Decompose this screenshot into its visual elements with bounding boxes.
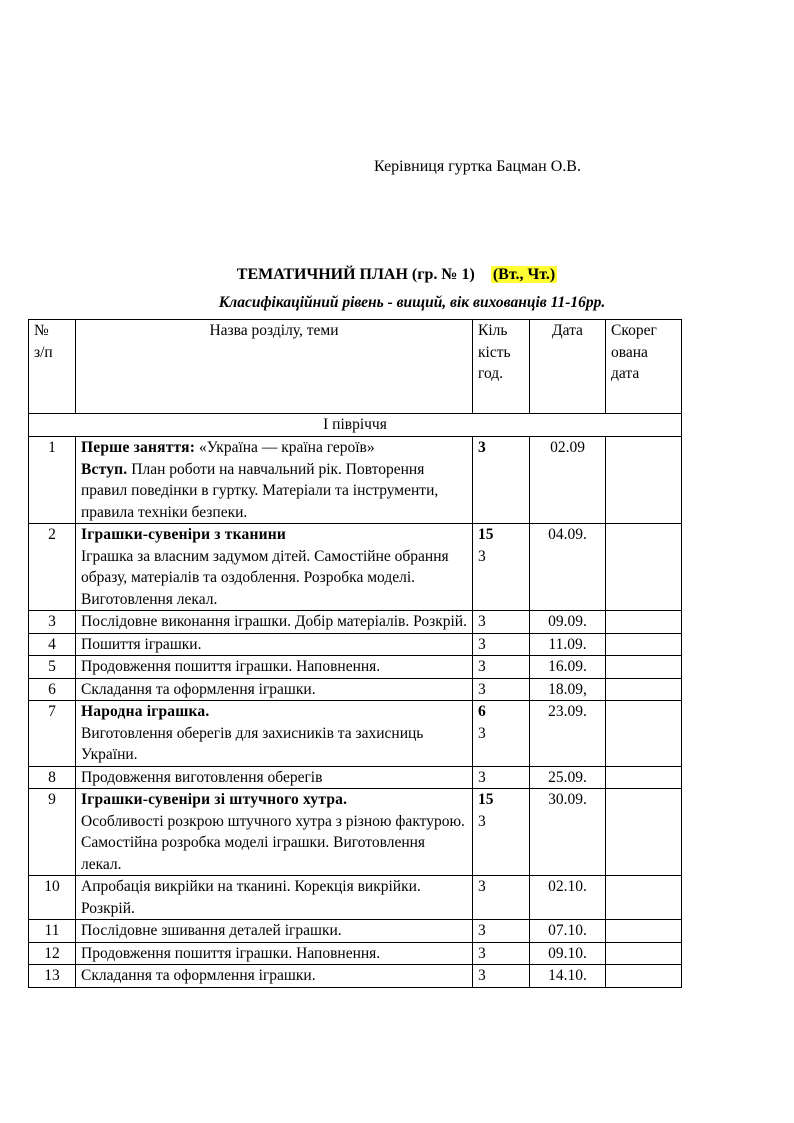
title-days-highlight: (Вт., Чт.) (492, 266, 556, 283)
row-number: 3 (29, 611, 76, 634)
table-row (29, 524, 682, 611)
row-hours: 3 (473, 656, 530, 679)
intro-label: Вступ. (81, 460, 128, 478)
table-row (29, 611, 682, 634)
row-number: 11 (29, 920, 76, 943)
row-hours: 3 (473, 678, 530, 701)
row-date: 04.09. (530, 524, 606, 611)
row-corrected-date (606, 876, 682, 920)
row-topic: Продовження пошиття іграшки. Наповнення. (76, 656, 473, 679)
row-date: 02.09 (530, 437, 606, 524)
row-corrected-date (606, 766, 682, 789)
row-hours: 3 (473, 920, 530, 943)
header-corrected-date: Скорег ована дата (606, 320, 682, 414)
row-number: 1 (29, 437, 76, 524)
row-hours: 6 3 (473, 701, 530, 767)
row-date: 25.09. (530, 766, 606, 789)
row-number: 2 (29, 524, 76, 611)
row-hours: 3 (473, 437, 530, 524)
row-topic: Іграшки-сувеніри зі штучного хутра. Особливості розкрою штучного хутра з різною фактурою. Самостійна розробка моделі іграшки. Виготовлення лекал. (76, 789, 473, 876)
row-hours: 3 (473, 633, 530, 656)
section-hours: 6 (478, 703, 486, 720)
section-label: Перше заняття: (81, 439, 196, 456)
table-row (29, 920, 682, 943)
row-date: 14.10. (530, 965, 606, 988)
row-date: 09.10. (530, 942, 606, 965)
table-row (29, 437, 682, 524)
row-number: 6 (29, 678, 76, 701)
row-number: 4 (29, 633, 76, 656)
document-subtitle: Класифікаційний рівень - вищий, вік вихованців 11-16рр. (218, 294, 606, 311)
row-corrected-date (606, 611, 682, 634)
table-row (29, 678, 682, 701)
row-hours: 3 (473, 942, 530, 965)
row-date: 09.09. (530, 611, 606, 634)
table-row (29, 965, 682, 988)
section-hours: 15 (478, 526, 494, 543)
row-topic: Перше заняття: «Україна — країна героїв» Вступ. План роботи на навчальний рік. Повторення правил поведінки в гуртку. Матеріали та інструменти, правила техніки безпеки. (76, 437, 473, 524)
row-number: 7 (29, 701, 76, 767)
title-main: ТЕМАТИЧНИЙ ПЛАН (гр. № 1) (236, 266, 475, 283)
row-topic: Складання та оформлення іграшки. (76, 965, 473, 988)
table-row (29, 789, 682, 876)
header-name: Назва розділу, теми (76, 320, 473, 414)
row-hours: 15 3 (473, 524, 530, 611)
row-date: 16.09. (530, 656, 606, 679)
table-row (29, 701, 682, 767)
row-date: 07.10. (530, 920, 606, 943)
section-hours: 15 (478, 791, 494, 808)
row-corrected-date (606, 942, 682, 965)
table-row (29, 633, 682, 656)
row-corrected-date (606, 633, 682, 656)
row-number: 13 (29, 965, 76, 988)
row-date: 30.09. (530, 789, 606, 876)
row-date: 11.09. (530, 633, 606, 656)
row-topic: Складання та оформлення іграшки. (76, 678, 473, 701)
row-date: 23.09. (530, 701, 606, 767)
group-leader-line: Керівниця гуртка Бацман О.В. (374, 158, 581, 175)
row-number: 5 (29, 656, 76, 679)
row-hours: 3 (473, 766, 530, 789)
row-topic: Продовження пошиття іграшки. Наповнення. (76, 942, 473, 965)
row-date: 02.10. (530, 876, 606, 920)
row-topic: Іграшки-сувеніри з тканини Іграшка за власним задумом дітей. Самостійне обрання образу, матеріалів та оздоблення. Розробка моделі. Виготовлення лекал. (76, 524, 473, 611)
row-hours: 3 (473, 611, 530, 634)
row-topic: Послідовне виконання іграшки. Добір матеріалів. Розкрій. (76, 611, 473, 634)
row-topic: Послідовне зшивання деталей іграшки. (76, 920, 473, 943)
row-corrected-date (606, 656, 682, 679)
table-row (29, 656, 682, 679)
section-title: Іграшки-сувеніри з тканини (81, 526, 286, 543)
row-hours: 3 (473, 965, 530, 988)
section-title: Іграшки-сувеніри зі штучного хутра. (81, 791, 348, 808)
row-topic: Пошиття іграшки. (76, 633, 473, 656)
row-corrected-date (606, 701, 682, 767)
semester-row (29, 414, 682, 437)
header-number: № з/п (29, 320, 76, 414)
table-header-row (29, 320, 682, 414)
thematic-plan-table (28, 319, 682, 988)
table-row (29, 942, 682, 965)
semester-label: І півріччя (29, 414, 682, 437)
row-hours: 3 (473, 876, 530, 920)
header-hours: Кіль кість год. (473, 320, 530, 414)
row-corrected-date (606, 789, 682, 876)
row-corrected-date (606, 965, 682, 988)
row-topic: Апробація викрійки на тканині. Корекція викрійки. Розкрій. (76, 876, 473, 920)
row-number: 12 (29, 942, 76, 965)
row-corrected-date (606, 920, 682, 943)
header-date: Дата (530, 320, 606, 414)
table-row (29, 876, 682, 920)
row-hours: 15 3 (473, 789, 530, 876)
row-topic: Продовження виготовлення оберегів (76, 766, 473, 789)
row-corrected-date (606, 437, 682, 524)
table-row (29, 766, 682, 789)
row-topic: Народна іграшка. Виготовлення оберегів для захисників та захисниць України. (76, 701, 473, 767)
document-title (0, 266, 794, 284)
section-title: Народна іграшка. (81, 703, 210, 720)
row-corrected-date (606, 524, 682, 611)
row-number: 8 (29, 766, 76, 789)
row-number: 10 (29, 876, 76, 920)
row-number: 9 (29, 789, 76, 876)
row-corrected-date (606, 678, 682, 701)
row-date: 18.09, (530, 678, 606, 701)
